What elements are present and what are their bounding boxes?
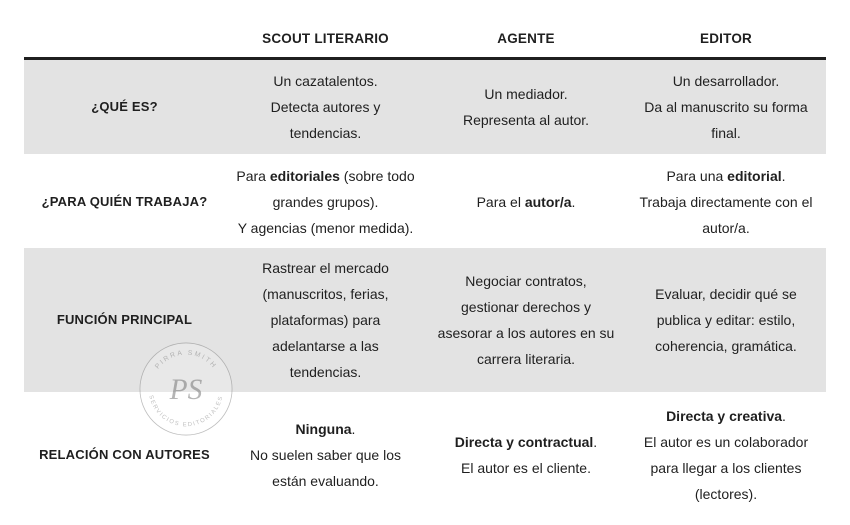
cell-line [639, 163, 812, 189]
cell-line: adelantarse a las [272, 338, 379, 354]
cell-line [644, 403, 808, 429]
cell-editor-funcion [626, 248, 826, 392]
cell-text: (sobre todo [339, 167, 415, 184]
cell-line: Negociar contratos, [465, 273, 587, 289]
cell-text: . [781, 167, 786, 184]
cell-text: Para el [476, 193, 525, 210]
cell-line: (manuscritos, ferias, [262, 286, 389, 302]
cell-bold-text: Directa y contractual [454, 434, 594, 450]
cell-scout-que-es [225, 60, 426, 154]
cell-line: Evaluar, decidir qué se [655, 286, 797, 302]
row-label-para-quien: ¿PARA QUIÉN TRABAJA? [41, 193, 208, 209]
cell-bold-text: autor/a [524, 193, 572, 210]
cell-line: Detecta autores y [270, 99, 381, 115]
cell-line: El autor es un colaborador [643, 434, 809, 450]
cell-line [236, 163, 414, 189]
row-label-relacion: RELACIÓN CON AUTORES [39, 447, 210, 462]
header-empty-cell [24, 20, 225, 57]
stamp-top-text: PIRRA SMITH [154, 349, 218, 371]
cell-line: Un desarrollador. [672, 73, 780, 89]
cell-text: Para [236, 167, 270, 184]
cell-scout-relacion [225, 392, 426, 518]
cell-line: grandes grupos). [272, 193, 379, 210]
cell-line: El autor es el cliente. [461, 460, 591, 476]
table-row [24, 155, 826, 248]
stamp-bottom-text: SERVICIOS EDITORIALES [147, 394, 225, 429]
cell-line: Y agencias (menor medida). [237, 219, 414, 236]
cell-editor-relacion [626, 392, 826, 518]
cell-line: tendencias. [289, 125, 362, 141]
row-label-funcion: FUNCIÓN PRINCIPAL [56, 312, 193, 327]
cell-agente-funcion [426, 248, 626, 392]
cell-editor-que-es [626, 60, 826, 154]
cell-line: plataformas) para [270, 312, 381, 328]
cell-text: . [571, 193, 576, 210]
cell-line: (lectores). [694, 486, 758, 502]
cell-line: Representa al autor. [462, 112, 590, 128]
header-agente: AGENTE [497, 30, 555, 46]
cell-line: carrera literaria. [476, 351, 576, 367]
cell-line: para llegar a los clientes [650, 460, 802, 476]
cell-agente-para-quien [426, 155, 626, 248]
cell-text: . [351, 421, 356, 437]
cell-line [250, 416, 401, 442]
cell-line: están evaluando. [272, 473, 379, 489]
cell-scout-funcion [225, 248, 426, 392]
cell-line: tendencias. [289, 364, 362, 380]
cell-text: . [593, 434, 598, 450]
cell-line: asesorar a los autores en su [437, 325, 615, 341]
cell-text: Para una [666, 167, 728, 184]
cell-line: autor/a. [702, 219, 750, 236]
header-editor: EDITOR [700, 30, 752, 46]
cell-line: Trabaja directamente con el [639, 193, 813, 210]
cell-line: Da al manuscrito su forma [644, 99, 808, 115]
cell-line: gestionar derechos y [461, 299, 591, 315]
cell-line: final. [711, 125, 741, 141]
cell-line: Un cazatalentos. [273, 73, 378, 89]
stamp-monogram: PS [169, 373, 203, 406]
cell-line: coherencia, gramática. [655, 338, 797, 354]
cell-agente-relacion [426, 392, 626, 518]
cell-bold-text: editorial [727, 167, 782, 184]
cell-bold-text: editoriales [269, 167, 340, 184]
cell-line: publica y editar: estilo, [656, 312, 796, 328]
cell-text: . [782, 408, 786, 424]
cell-line [477, 189, 576, 215]
cell-line: Rastrear el mercado [262, 260, 389, 276]
cell-line: No suelen saber que los [250, 447, 401, 463]
cell-agente-que-es [426, 60, 626, 154]
cell-editor-para-quien [626, 155, 826, 248]
cell-line: Un mediador. [484, 86, 568, 102]
comparison-table [24, 20, 826, 518]
table-row [24, 60, 826, 155]
table-header-row [24, 20, 826, 60]
cell-scout-para-quien [225, 155, 426, 248]
row-label-que-es: ¿QUÉ ES? [91, 99, 158, 114]
cell-bold-text: Ninguna [295, 421, 352, 437]
cell-line [455, 429, 597, 455]
watermark-stamp-logo [137, 340, 235, 438]
header-scout: SCOUT LITERARIO [262, 30, 389, 46]
cell-bold-text: Directa y creativa [666, 408, 783, 424]
